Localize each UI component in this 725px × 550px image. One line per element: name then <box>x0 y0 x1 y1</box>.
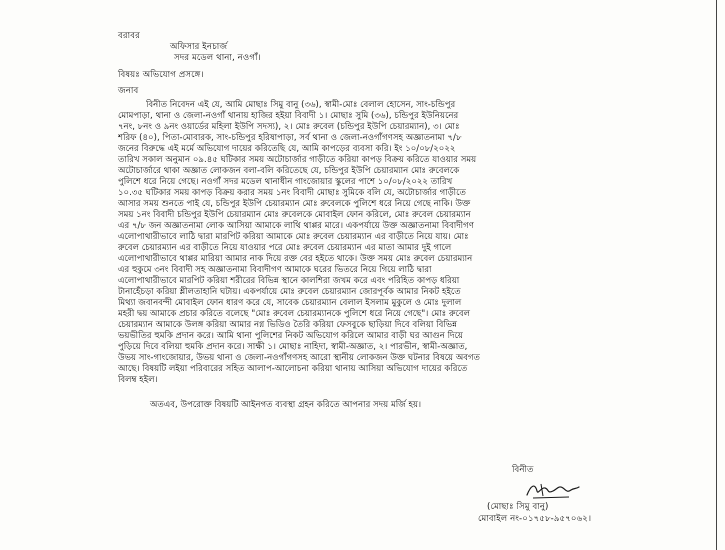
body-line: সময় ১নং বিবাদী চন্ডিপুর ইউপি চেয়ারম্যান মোঃ রুবেলকে মোবাইল ফোন করিলে, মোঃ রুবেল চেয়ারম্যান <box>118 209 471 219</box>
body-line: ১০.৩৫ ঘটিকার সময় কাপড় বিক্রয় করার সময় ১নং বিবাদী মোছাঃ সুমিকে বলি যে, অটোচার্জার গাড়ীতে <box>118 187 466 197</box>
body-line: এলোপাথারীভাবে লাঠি দ্বারা মারপিট করিয়া আমাকে মোঃ রুবেল চেয়ারম্যান এর বাড়ীতে নিয়ে যায়। মোঃ <box>118 231 469 241</box>
recipient-title: অফিসার ইনচার্জ <box>170 42 228 52</box>
body-line: ভয়ভীতির হুমকি প্রদান করে। আমি থানা পুলিশের নিকট অভিযোগ করিলে আমার বাড়ী ঘর আগুন দিয়ে <box>118 330 463 340</box>
signer-name: (মোছাঃ সিমু বানু) <box>487 502 549 512</box>
body-line: আছে। বিষয়টি লইয়া পরিবারের সহিত আলাপ-আলোচনা করিয়া থানায় আসিয়া অভিযোগ দায়ের করিতে <box>118 363 468 373</box>
body-line: মোমপাড়া, থানা ও জেলা-নওগাঁ থানায় হাজির হইয়া বিবাদী ১। মোছাঃ সুমি (৩৬), চন্ডিপুর ইউনিয়নের <box>118 110 459 120</box>
body-line: ৭নং, ৮নং ও ৯নং ওয়ার্ডের মহিলা ইউপি সদস্য), ২। মোঃ রুবেল (চন্ডিপুর ইউপি চেয়ারম্যান), ৩। মোঃ <box>118 121 460 131</box>
body-line: চেয়ারম্যান আমাকে উলঙ্গ করিয়া আমার নগ্ন ভিডিও তৈরি করিয়া ফেসবুকে ছাড়িয়া দিবে বলিয়া বিভিন্ন <box>118 319 457 329</box>
body-line: অটোচার্জারে থাকা অজ্ঞাত লোকজন বলা-বলি করিতেছে যে, চন্ডিপুর ইউপি চেয়ারম্যান মোঃ রুবেলকে <box>118 165 460 175</box>
body-line: এলোপাথারীভাবে মারপিট করিয়া শরীরের বিভিন্ন স্থানে কালশিরা জখম করে এবং পরিহিত কাপড় ধরিয়া <box>118 275 460 285</box>
closing-request: অতএব, উপরোক্ত বিষয়টি আইনগত ব্যবস্থা গ্রহন করিতে আপনার সদয় মর্জি হয়। <box>150 399 422 409</box>
handwritten-signature <box>523 479 583 501</box>
recipient-station: সদর মডেল থানা, নওগাঁ। <box>174 53 261 63</box>
body-line: মিথ্যা জবানবন্দী মোবাইল ফোন ধারণ করে যে, সাবেক চেয়ারম্যান বেলাল ইসলাম মুকুলে ও মোঃ দুলাল <box>118 297 462 307</box>
body-line: জনের বিরুদ্ধে এই মর্মে অভিযোগ দায়ের করিতেছি যে, আমি কাপড়ের ব্যবসা করি। ইং ১০/০৮/২০২২ <box>118 143 456 153</box>
salutation-to: বরাবর <box>118 31 140 41</box>
body-line: এর ৭/৮ জন অজ্ঞাতনামা লোক আসিয়া আমাকে লাথি থাপ্পর মারে। একপর্যায়ে উক্ত অজ্ঞাতনামা বিবাদীগণ <box>118 220 474 230</box>
body-line: শরিফ (৪০), পিতা-মোবারক, সাং-চন্ডিপুর হরিষাপাড়া, সর্ব থানা ও জেলা-নওগাঁগণসহ অজ্ঞাতনামা ৭/৮ <box>118 132 462 142</box>
page-edge-line <box>716 0 717 550</box>
valediction: বিনীত <box>512 465 534 475</box>
body-line: এলোপাথারীভাবে থাপ্পর মারিয়া আমার নাক দিয়ে রক্ত বের হইতে থাকে। উক্ত সময় মোঃ রুবেল চেয়ারম্যান <box>118 253 473 263</box>
body-line: উভয় সাং-গাংজোয়ার, উভয় থানা ও জেলা-নওগাঁগণসহ আরো স্থানীয় লোকজন উক্ত ঘটনার বিষয়ে অবগত <box>118 352 480 362</box>
body-line: পুলিশে ধরে নিয়ে গেছে। নওগাঁ সদর মডেল থানাধীন গাংজোয়ার স্কুলের পাশে ১০/০৮/২০২২ তারিখ <box>118 176 453 186</box>
body-line: রুবেল চেয়ারম্যান এর বাড়ীতে নিয়ে যাওয়ার পরে মোঃ রুবেল চেয়ারম্যান এর মাতা আমার দুই গালে <box>118 242 452 252</box>
body-line: বিনীত নিবেদন এই যে, আমি মোছাঃ সিমু বানু (৩৬), স্বামী-মোঃ বেলাল হোসেন, সাং-চন্ডিপুর <box>146 99 456 109</box>
body-line: বিলম্ব হইল। <box>118 374 158 384</box>
subject-line: বিষয়ঃ অভিযোগ প্রসঙ্গে। <box>118 70 204 80</box>
body-line: এর হুকুমে ৩নং বিবাদী সহ অজ্ঞাতনামা বিবাদীগণ আমাকে ঘরের ভিতরে নিয়ে গিয়ে লাঠি দ্বারা <box>118 264 432 274</box>
body-line: মহরী দ্বয় আমাকে প্রচার করিতে বলেছে "মোঃ রুবেল চেয়ারম্যানকে পুলিশে ধরে নিয়ে গেছে"। মোঃ রুবেল <box>118 308 470 318</box>
body-line: আসার সময় শুনতে পাই যে, চন্ডিপুর ইউপি চেয়ারম্যান মোঃ রুবেলকে পুলিশে ধরে নিয়ে গেছে নাকি। উক্ত <box>118 198 471 208</box>
greeting: জনাব <box>118 86 139 96</box>
body-line: টানাহেঁচড়া করিয়া শ্লীলতাহানি ঘটায়। একপর্যায়ে মোঃ রুবেল চেয়ারম্যান জোরপূর্বক আমার নিকট হইতে <box>118 286 461 296</box>
body-line: পুড়িয়ে দিবে বলিয়া হুমকি প্রদান করে। সাক্ষী ১। মোছাঃ নাহিদা, স্বামী-অজ্ঞাত, ২। পারভীন, স্বামী-অজ্ঞাত, <box>118 341 468 351</box>
body-line: তারিখ সকাল অনুমান ০৯.৪৫ ঘটিকার সময় অটোচার্জার গাড়ীতে করিয়া কাপড় বিক্রয় করিতে যাওয়ার সময় <box>118 154 477 164</box>
mobile-number: মোবাইল নং-০১৭৫৮-৯৫৭০৬২। <box>478 514 592 524</box>
